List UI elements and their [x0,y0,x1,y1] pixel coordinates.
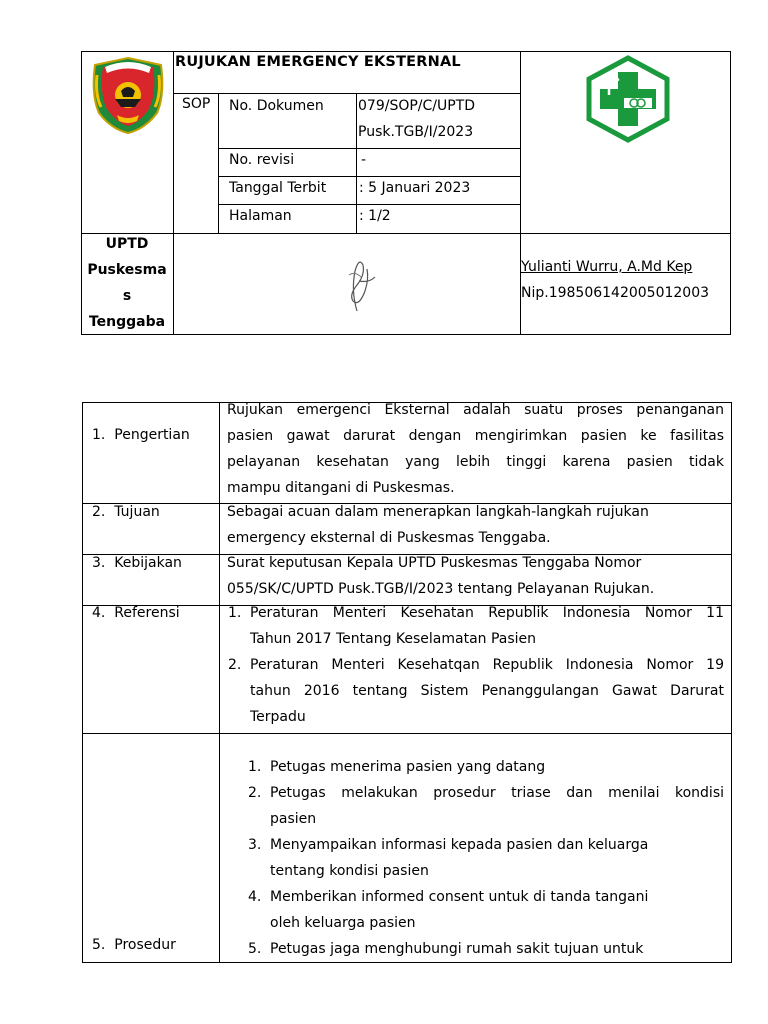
section-label-pengertian: 1. Pengertian [92,427,190,443]
regional-emblem-logo [87,55,169,135]
grid-line [82,733,732,734]
section-body-prosedur [248,754,724,962]
list-item: 3. Menyampaikan informasi kepada pasien dan keluarga tentang kondisi pasien [248,837,649,879]
halaman-value: : 1/2 [359,208,391,224]
grid-line [356,93,357,234]
section-label-referensi: 4. Referensi [92,605,180,621]
section-body-tujuan: Sebagai acuan dalam menerapkan langkah-langkah rujukan emergency eksternal di Puskesmas Tenggaba. [227,504,649,546]
signature [329,251,389,317]
no-dokumen-value-2: Pusk.TGB/I/2023 [358,124,474,140]
document-title: RUJUKAN EMERGENCY EKSTERNAL [175,54,461,70]
no-dokumen-value: 079/SOP/C/UPTD [358,98,476,114]
organization-name: UPTD Puskesma s Tenggaba [87,236,167,330]
section-body-pengertian: Rujukan emergenci Eksternal adalah suatu proses penanganan pasien gawat darurat dengan mengirimkan pasien ke fasilitas pelayanan kesehatan yang lebih tinggi karena pasien tidak mampu ditangani di Puskesmas. [227,402,724,496]
sop-label: SOP [182,96,211,112]
tanggal-terbit-label: Tanggal Terbit [229,180,327,196]
content-table [82,402,732,963]
list-item: 4. Memberikan informed consent untuk di tanda tangani oleh keluarga pasien [248,889,649,931]
no-dokumen-label: No. Dokumen [229,98,324,114]
no-revisi-value: - [361,152,367,168]
section-body-referensi [228,600,724,730]
list-item: 2. Petugas melakukan prosedur triase dan menilai kondisi pasien [248,785,724,827]
list-item: 1. Petugas menerima pasien yang datang [248,759,546,775]
list-item: 2. Peraturan Menteri Kesehatqan Republik Indonesia Nomor 19 tahun 2016 tentang Sistem Penanggulangan Gawat Darurat Terpadu [228,657,724,725]
tanggal-terbit-value: : 5 Januari 2023 [359,180,471,196]
signer-name: Yulianti Wurru, A.Md Kep [521,259,693,275]
puskesmas-logo [583,55,673,143]
halaman-label: Halaman [229,208,292,224]
section-label-tujuan: 2. Tujuan [92,504,160,520]
section-body-kebijakan: Surat keputusan Kepala UPTD Puskesmas Tenggaba Nomor 055/SK/C/UPTD Pusk.TGB/I/2023 tentang Pelayanan Rujukan. [227,555,655,597]
list-item: 1. Peraturan Menteri Kesehatan Republik Indonesia Nomor 11 Tahun 2017 Tentang Keselamatan Pasien [228,605,724,647]
section-label-kebijakan: 3. Kebijakan [92,555,182,571]
list-item: 5. Petugas jaga menghubungi rumah sakit tujuan untuk [248,941,644,957]
grid-line [219,402,220,963]
grid-line [218,93,219,234]
header-table [81,51,731,335]
grid-line [81,233,731,234]
section-label-prosedur: 5. Prosedur [92,937,176,953]
signer-nip: Nip.198506142005012003 [521,285,710,301]
no-revisi-label: No. revisi [229,152,295,168]
